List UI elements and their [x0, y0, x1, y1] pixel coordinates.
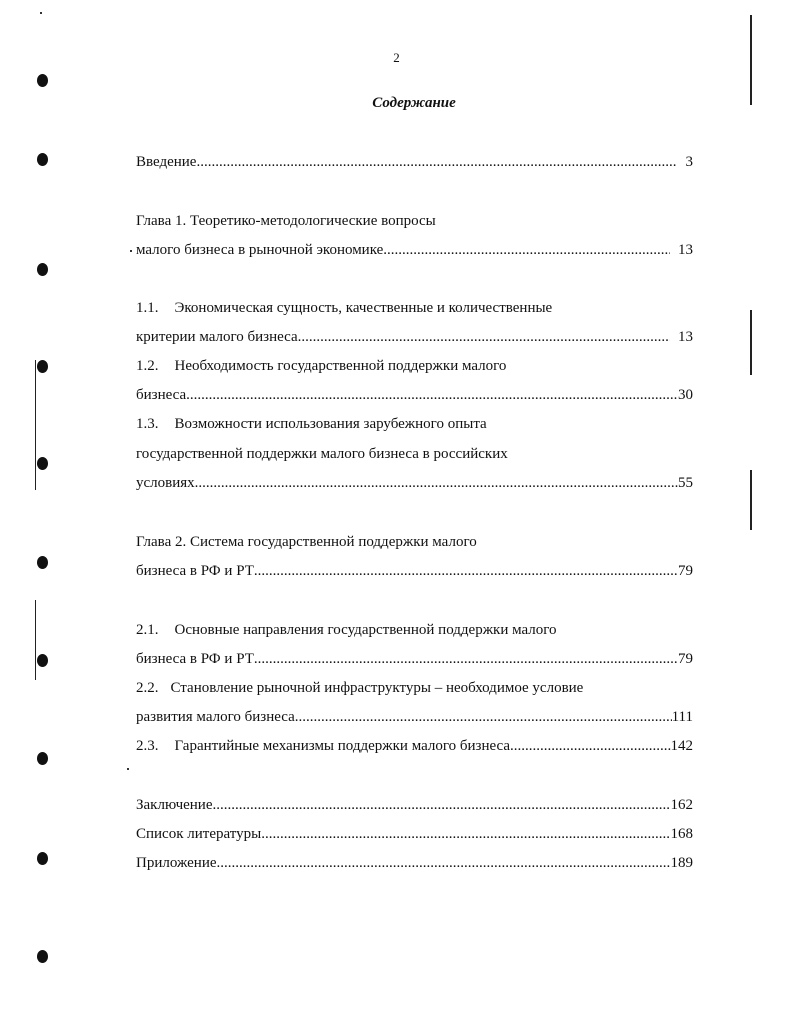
toc-entry-1-3 — [136, 473, 693, 493]
toc-section-number: 2.2. — [136, 680, 159, 696]
toc-entry-text: Приложение — [136, 855, 217, 871]
toc-page-number: 79 — [678, 563, 693, 579]
binder-hole — [37, 263, 48, 276]
leader-dots — [186, 385, 678, 405]
toc-section-1-3-line-2: государственной поддержки малого бизнеса в российских — [136, 446, 508, 462]
leader-dots — [383, 240, 670, 260]
toc-section-number: 1.2. — [136, 358, 159, 374]
scan-speck — [130, 250, 132, 252]
scan-edge-line — [35, 360, 36, 490]
toc-section-text: Необходимость государственной поддержки малого — [174, 358, 507, 374]
leader-dots — [217, 853, 671, 873]
binder-hole — [37, 950, 48, 963]
toc-page-number: 79 — [678, 651, 693, 667]
toc-entry-text: бизнеса — [136, 387, 187, 403]
leader-dots — [213, 795, 671, 815]
leader-dots — [510, 736, 670, 756]
toc-entry-appendix — [136, 853, 693, 873]
toc-page-number: 162 — [670, 797, 693, 813]
leader-dots — [261, 824, 670, 844]
toc-section-text: Экономическая сущность, качественные и количественные — [174, 300, 553, 316]
toc-section-1-3-title — [136, 414, 487, 434]
toc-entry-text: Список литературы — [136, 826, 262, 842]
toc-entry-conclusion — [136, 795, 693, 815]
scan-edge-line — [750, 310, 752, 375]
toc-section-text: Основные направления государственной поддержки малого — [174, 622, 557, 638]
binder-hole — [37, 74, 48, 87]
toc-section-2-1-title — [136, 620, 557, 640]
toc-page-number: 3 — [685, 154, 693, 170]
binder-hole — [37, 153, 48, 166]
toc-entry-text: Гарантийные механизмы поддержки малого бизнеса — [174, 738, 511, 754]
toc-entry-2-2 — [136, 707, 693, 727]
toc-section-text: Возможности использования зарубежного опыта — [174, 416, 487, 432]
toc-chapter-1-title: Глава 1. Теоретико-методологические вопросы — [136, 213, 436, 229]
scan-speck — [40, 12, 42, 14]
toc-entry-text: бизнеса в РФ и РТ — [136, 651, 254, 667]
toc-section-number: 2.1. — [136, 622, 159, 638]
leader-dots — [254, 561, 678, 581]
toc-section-text: Становление рыночной инфраструктуры – необходимое условие — [170, 680, 584, 696]
toc-section-number: 2.3. — [136, 738, 159, 754]
toc-section-number: 1.3. — [136, 416, 159, 432]
toc-entry-2-3 — [136, 736, 693, 756]
toc-entry-chapter-1 — [136, 240, 693, 260]
toc-section-1-2-title — [136, 356, 506, 376]
toc-entry-bibliography — [136, 824, 693, 844]
toc-entry-text: Заключение — [136, 797, 213, 813]
binder-hole — [37, 852, 48, 865]
toc-chapter-2-title: Глава 2. Система государственной поддержки малого — [136, 534, 477, 550]
page-title: Содержание — [372, 95, 456, 111]
toc-entry-intro — [136, 152, 693, 172]
binder-hole — [37, 457, 48, 470]
leader-dots — [298, 327, 670, 347]
toc-entry-text: развития малого бизнеса — [136, 709, 295, 725]
toc-section-2-2-title — [136, 678, 583, 698]
toc-page-number: 55 — [678, 475, 693, 491]
toc-entry-text: критерии малого бизнеса — [136, 329, 298, 345]
toc-page-number: 168 — [670, 826, 693, 842]
scan-speck — [127, 768, 129, 770]
toc-page-number: 142 — [670, 738, 693, 754]
toc-section-1-1-title — [136, 298, 552, 318]
toc-entry-text: малого бизнеса в рыночной экономике — [136, 242, 384, 258]
toc-page-number: 13 — [678, 242, 693, 258]
toc-entry-1-1 — [136, 327, 693, 347]
toc-page-number: 30 — [678, 387, 693, 403]
leader-dots — [195, 473, 678, 493]
toc-entry-text: бизнеса в РФ и РТ — [136, 563, 254, 579]
leader-dots — [196, 152, 675, 172]
binder-hole — [37, 360, 48, 373]
toc-section-number: 1.1. — [136, 300, 159, 316]
binder-hole — [37, 654, 48, 667]
scan-edge-line — [35, 600, 36, 680]
toc-entry-text: условиях — [136, 475, 195, 491]
toc-page-number: 189 — [670, 855, 693, 871]
toc-entry-1-2 — [136, 385, 693, 405]
scan-edge-line — [750, 470, 752, 530]
toc-entry-2-1 — [136, 649, 693, 669]
leader-dots — [295, 707, 672, 727]
toc-entry-chapter-2 — [136, 561, 693, 581]
toc-page-number: 13 — [678, 329, 693, 345]
page-number: 2 — [393, 50, 400, 65]
binder-hole — [37, 752, 48, 765]
toc-entry-text: Введение — [136, 154, 197, 170]
leader-dots — [254, 649, 678, 669]
toc-page-number: 111 — [671, 709, 693, 725]
binder-hole — [37, 556, 48, 569]
